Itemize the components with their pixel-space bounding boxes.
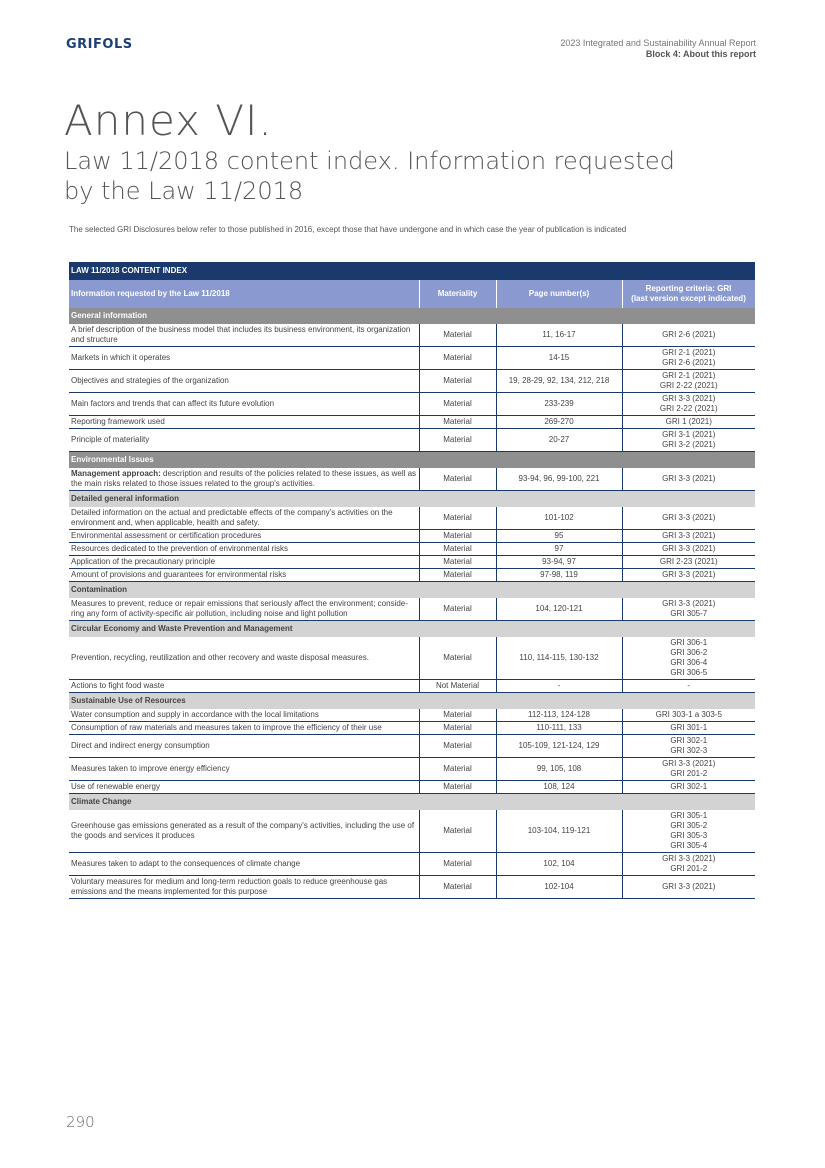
gri-cell: GRI 302-1 GRI 302-3 [622,735,755,758]
table-row [69,569,755,582]
pages-cell: 101-102 [496,507,622,530]
info-cell [69,781,419,794]
info-cell [69,722,419,735]
gri-cell: GRI 305-1 GRI 305-2 GRI 305-3 GRI 305-4 [622,810,755,853]
gri-cell: GRI 3-3 (2021) [622,530,755,543]
table-title-row [69,262,755,280]
info-bold-text: Management approach: [71,469,161,478]
materiality-cell: Material [419,781,496,794]
table-row [69,347,755,370]
info-cell [69,393,419,416]
info-cell [69,853,419,876]
pages-cell: 103-104, 119-121 [496,810,622,853]
table-row [69,709,755,722]
materiality-cell: Material [419,556,496,569]
pages-cell: 110, 114-115, 130-132 [496,637,622,680]
info-text: A brief description of the business model that includes its business environment, its organization and structure [71,325,411,344]
materiality-cell: Material [419,507,496,530]
info-cell [69,530,419,543]
materiality-cell: Not Material [419,680,496,693]
subsection-label: Detailed general information [69,491,755,508]
pages-cell: 95 [496,530,622,543]
table-row [69,781,755,794]
info-text: Environmental assessment or certification procedures [71,531,262,540]
gri-cell: GRI 3-1 (2021) GRI 3-2 (2021) [622,429,755,452]
table-row [69,758,755,781]
table-row [69,598,755,621]
info-text: Amount of provisions and guarantees for environmental risks [71,570,287,579]
subsection-label: Contamination [69,582,755,599]
subsection-row [69,582,755,599]
gri-cell: GRI 3-3 (2021) GRI 305-7 [622,598,755,621]
col-header-info: Information requested by the Law 11/2018 [69,280,419,308]
info-text: Main factors and trends that can affect its future evolution [71,399,275,408]
table-row [69,324,755,347]
pages-cell: 99, 105, 108 [496,758,622,781]
gri-cell: GRI 3-3 (2021) [622,468,755,491]
materiality-cell: Material [419,530,496,543]
gri-cell: GRI 301-1 [622,722,755,735]
info-text: Measures taken to adapt to the consequences of climate change [71,859,301,868]
info-text: Reporting framework used [71,417,165,426]
info-text: Use of renewable energy [71,782,160,791]
materiality-cell: Material [419,429,496,452]
materiality-cell: Material [419,543,496,556]
col-header-materiality: Materiality [419,280,496,308]
info-text: Principle of materiality [71,435,150,444]
table-title: LAW 11/2018 CONTENT INDEX [69,262,755,280]
pages-cell: 112-113, 124-128 [496,709,622,722]
table-row [69,370,755,393]
pages-cell: 14-15 [496,347,622,370]
materiality-cell: Material [419,598,496,621]
info-cell [69,556,419,569]
report-header [560,38,756,60]
gri-cell: GRI 2-6 (2021) [622,324,755,347]
block-label: Block 4: About this report [645,49,756,59]
pages-cell: 97-98, 119 [496,569,622,582]
info-text: Measures to prevent, reduce or repair emissions that seriously affect the environment; conside-ring any form of activity-specific air pollution, including noise and light pollution [71,599,408,618]
col-header-pages: Page number(s) [496,280,622,308]
info-cell [69,876,419,899]
col-header-gri: Reporting criteria: GRI (last version except indicated) [622,280,755,308]
pages-cell: 105-109, 121-124, 129 [496,735,622,758]
materiality-cell: Material [419,324,496,347]
info-text: Detailed information on the actual and predictable effects of the company's activities on the environment and, when applicable, health and safety. [71,508,393,527]
table-row [69,853,755,876]
gri-cell: GRI 3-3 (2021) [622,876,755,899]
table-row [69,530,755,543]
annex-subtitle: Law 11/2018 content index. Information requested by the Law 11/2018 [64,147,675,205]
info-cell [69,569,419,582]
gri-cell: GRI 3-3 (2021) GRI 2-22 (2021) [622,393,755,416]
info-cell [69,709,419,722]
pages-cell: - [496,680,622,693]
section-label: General information [69,308,755,324]
info-cell [69,543,419,556]
pages-cell: 102-104 [496,876,622,899]
annex-title: Annex VI. [64,96,273,145]
grifols-logo: GRIFOLS [66,37,133,52]
subsection-label: Climate Change [69,794,755,811]
materiality-cell: Material [419,468,496,491]
info-cell [69,370,419,393]
materiality-cell: Material [419,853,496,876]
info-text: Consumption of raw materials and measures taken to improve the efficiency of their use [71,723,382,732]
pages-cell: 93-94, 96, 99-100, 221 [496,468,622,491]
gri-note: The selected GRI Disclosures below refer to those published in 2016, except those that have undergone and in which case the year of publication is indicated [69,225,627,234]
materiality-cell: Material [419,876,496,899]
materiality-cell: Material [419,569,496,582]
gri-cell: GRI 1 (2021) [622,416,755,429]
table-row [69,876,755,899]
pages-cell: 97 [496,543,622,556]
table-row [69,722,755,735]
gri-cell: GRI 302-1 [622,781,755,794]
gri-cell: GRI 2-1 (2021) GRI 2-22 (2021) [622,370,755,393]
info-cell [69,735,419,758]
table-row [69,416,755,429]
table-row [69,468,755,491]
subsection-label: Sustainable Use of Resources [69,693,755,710]
info-cell [69,324,419,347]
gri-cell: GRI 3-3 (2021) [622,543,755,556]
info-text: Resources dedicated to the prevention of environmental risks [71,544,289,553]
pages-cell: 19, 28-29, 92, 134, 212, 218 [496,370,622,393]
subsection-row [69,491,755,508]
materiality-cell: Material [419,735,496,758]
materiality-cell: Material [419,722,496,735]
subsection-row [69,693,755,710]
table-row [69,680,755,693]
pages-cell: 104, 120-121 [496,598,622,621]
info-cell [69,637,419,680]
info-text: Markets in which it operates [71,353,171,362]
info-text: description and results of the policies related to these issues, as well as the main risks related to those issues related to the group's activities. [71,469,417,488]
info-cell [69,347,419,370]
info-cell [69,416,419,429]
table-row [69,429,755,452]
info-cell [69,758,419,781]
pages-cell: 269-270 [496,416,622,429]
subsection-row [69,621,755,638]
info-text: Measures taken to improve energy efficiency [71,764,230,773]
section-label: Environmental Issues [69,452,755,469]
info-text: Water consumption and supply in accordance with the local limitations [71,710,319,719]
subsection-label: Circular Economy and Waste Prevention and Management [69,621,755,638]
gri-cell: GRI 3-3 (2021) [622,569,755,582]
info-text: Prevention, recycling, reutilization and other recovery and waste disposal measures. [71,653,369,662]
materiality-cell: Material [419,637,496,680]
table-row [69,507,755,530]
info-text: Direct and indirect energy consumption [71,741,210,750]
info-cell [69,468,419,491]
info-cell [69,810,419,853]
pages-cell: 93-94, 97 [496,556,622,569]
info-text: Greenhouse gas emissions generated as a result of the company's activities, including the use of the goods and services it produces [71,821,415,840]
table-row [69,393,755,416]
pages-cell: 11, 16-17 [496,324,622,347]
section-row [69,308,755,324]
gri-cell: - [622,680,755,693]
pages-cell: 110-111, 133 [496,722,622,735]
materiality-cell: Material [419,709,496,722]
table-row [69,810,755,853]
table-row [69,543,755,556]
column-header-row [69,280,755,308]
info-text: Voluntary measures for medium and long-term reduction goals to reduce greenhouse gas emissions and the means implemented for this purpose [71,877,388,896]
gri-cell: GRI 3-3 (2021) [622,507,755,530]
gri-cell: GRI 303-1 a 303-5 [622,709,755,722]
pages-cell: 102, 104 [496,853,622,876]
info-cell [69,507,419,530]
pages-cell: 233-239 [496,393,622,416]
report-title: 2023 Integrated and Sustainability Annual Report [560,38,756,48]
materiality-cell: Material [419,347,496,370]
table-row [69,637,755,680]
info-text: Actions to fight food waste [71,681,165,690]
content-index-table [69,262,756,899]
pages-cell: 108, 124 [496,781,622,794]
gri-cell: GRI 2-23 (2021) [622,556,755,569]
table-row [69,735,755,758]
subsection-row [69,794,755,811]
gri-cell: GRI 3-3 (2021) GRI 201-2 [622,853,755,876]
materiality-cell: Material [419,393,496,416]
section-row [69,452,755,469]
materiality-cell: Material [419,758,496,781]
page-number: 290 [66,1113,95,1131]
table-row [69,556,755,569]
info-cell [69,429,419,452]
materiality-cell: Material [419,416,496,429]
pages-cell: 20-27 [496,429,622,452]
gri-cell: GRI 306-1 GRI 306-2 GRI 306-4 GRI 306-5 [622,637,755,680]
info-cell [69,680,419,693]
materiality-cell: Material [419,810,496,853]
info-text: Objectives and strategies of the organization [71,376,229,385]
info-text: Application of the precautionary principle [71,557,216,566]
gri-cell: GRI 2-1 (2021) GRI 2-6 (2021) [622,347,755,370]
gri-cell: GRI 3-3 (2021) GRI 201-2 [622,758,755,781]
materiality-cell: Material [419,370,496,393]
info-cell [69,598,419,621]
